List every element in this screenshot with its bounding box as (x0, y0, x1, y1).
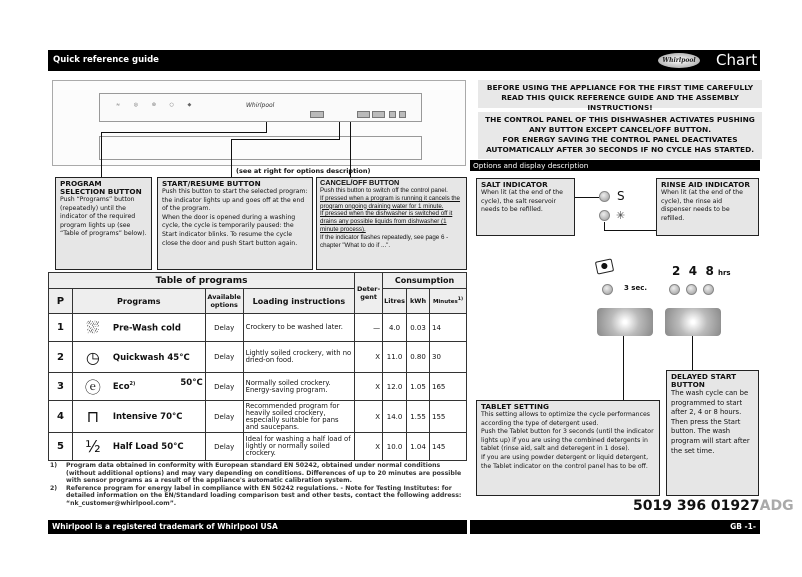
box-title: CANCEL/OFF BUTTON (320, 178, 400, 187)
salt-indicator-box (476, 178, 575, 236)
header-kwh: kWh (407, 289, 430, 314)
page-title: Quick reference guide (53, 55, 159, 65)
table-row (49, 401, 467, 433)
header-programs: Programs (72, 289, 205, 314)
warning-line: FOR ENERGY SAVING THE CONTROL PANEL DEACTIVATES AUTOMATICALLY AFTER 30 SECONDS IF NO CYCLE HAS STARTED. (485, 135, 755, 154)
delayed-start-button[interactable] (665, 308, 721, 336)
minutes: 165 (429, 373, 466, 401)
loading-instructions: Recommended program for heavily soiled crockery, especially suitable for pans and saucepans. (243, 401, 354, 433)
box-title: START/RESUME BUTTON (162, 179, 261, 188)
footnote-text: Reference program for energy label in compliance with EN 50242 regulations. - Note for Testing Institutes: for detailed information on the EN/Standard loading comparison test and other tests, contact the following address: “nk_customer@whirlpool.com”. (66, 484, 462, 507)
kwh: 1.04 (407, 433, 430, 461)
trademark-text: Whirlpool is a registered trademark of Whirlpool USA (52, 522, 278, 531)
footnote (50, 462, 468, 485)
box-title: PROGRAM SELECTION BUTTON (60, 179, 142, 196)
code-number: 5019 396 01927 (633, 498, 760, 514)
litres: 4.0 (383, 314, 407, 342)
box-text: If pressed when the dishwasher is switched off it drains any possible liquids from dishwasher (1 minute process). (320, 210, 453, 233)
panel-logo: Whirlpool (246, 102, 275, 109)
program-number: 2 (49, 342, 73, 373)
control-strip (99, 93, 422, 122)
program-number: 4 (49, 401, 73, 433)
footnote (50, 485, 468, 508)
kwh: 0.80 (407, 342, 430, 373)
minutes-note: 1) (457, 297, 464, 303)
box-title: DELAYED START BUTTON (671, 372, 737, 389)
header-litres: Litres (383, 289, 407, 314)
table-row (49, 373, 467, 401)
minutes: 145 (429, 433, 466, 461)
program-number: 5 (49, 433, 73, 461)
program-number: 1 (49, 314, 73, 342)
product-code (633, 498, 794, 514)
minutes-label: Minutes (432, 298, 458, 305)
footnote-text: Program data obtained in conformity with European standard EN 50242, obtained under normal conditions (without additional options) and may vary depending on conditions. Differences of up to 20 minutes are possible with sensor programs as a result of the appliance's automatic calibration system. (66, 462, 462, 485)
header-minutes (429, 289, 466, 314)
options-title: Options and display description (473, 161, 589, 170)
delay-4h-led (686, 284, 697, 295)
program-name: Quickwash 45°C (112, 352, 190, 363)
program-icons: ≈ ◎ ⊜ ○ ◆ (116, 102, 198, 108)
delayed-start-box (666, 370, 759, 496)
salt-led (599, 191, 610, 202)
options-title-bar (470, 160, 760, 171)
delay-8h-led (703, 284, 714, 295)
kwh: 1.05 (407, 373, 430, 401)
box-title: RINSE AID INDICATOR (661, 180, 751, 189)
footer-bar-left (48, 520, 467, 534)
program-button[interactable] (310, 111, 324, 118)
box-title: SALT INDICATOR (481, 180, 548, 189)
quickwash-icon: ◷ (85, 347, 100, 367)
programs-table (48, 272, 467, 461)
cancel-button[interactable] (399, 111, 406, 118)
program-note: 2) (129, 381, 136, 388)
page-number: GB -1- (730, 522, 756, 531)
box-text: When lit (at the end of the cycle), the rinse aid dispenser needs to be refilled. (661, 189, 743, 222)
whirlpool-logo: Whirlpool (658, 53, 700, 68)
kwh: 0.03 (407, 314, 430, 342)
first-use-warning: BEFORE USING THE APPLIANCE FOR THE FIRST TIME CAREFULLY READ THIS QUICK REFERENCE GUIDE AND THE ASSEMBLY INSTRUCTIONS! (478, 80, 762, 108)
footnote-number: 2) (50, 484, 58, 492)
start-resume-box (157, 177, 313, 270)
loading-instructions: Normally soiled crockery. Energy-saving program. (243, 373, 354, 401)
loading-instructions: Crockery to be washed later. (243, 314, 354, 342)
delay-hour-2: 2 (672, 264, 681, 278)
hrs-label: hrs (717, 269, 731, 277)
detergent: — (355, 314, 383, 342)
chart-label: Chart (716, 51, 758, 69)
code-suffix: ADG (759, 498, 794, 514)
box-text: If pressed when a program is running it cancels the program ongoing draining water for 1 minute. (320, 194, 460, 210)
table-row (49, 433, 467, 461)
table-row (49, 342, 467, 373)
header-bar (48, 50, 760, 71)
header-options: Available options (205, 289, 243, 314)
litres: 14.0 (383, 401, 407, 433)
box-text: When lit (at the end of the cycle), the salt reservoir needs to be refilled. (481, 189, 563, 214)
box-title: TABLET SETTING (481, 402, 549, 411)
rinse-aid-led (599, 210, 610, 221)
program-name: Pre-Wash cold (112, 323, 181, 333)
program-temp: 50°C (180, 378, 203, 388)
program-cell (72, 314, 205, 342)
program-cell (72, 433, 205, 461)
program-cell (72, 373, 205, 401)
minutes: 14 (429, 314, 466, 342)
intensive-pot-icon: ⊓ (86, 407, 100, 426)
rinse-aid-icon: ✳ (616, 209, 626, 222)
box-text: The wash cycle can be programmed to start after 2, 4 or 8 hours. Then press the Start button. The wash program will start after the set time. (671, 389, 750, 455)
half-load-icon: ½ (85, 437, 101, 456)
tablet-led (602, 284, 613, 295)
footnote-number: 1) (50, 462, 58, 469)
program-name: Intensive 70°C (112, 412, 183, 422)
control-panel-drawing (52, 80, 466, 166)
salt-icon: S (617, 189, 625, 203)
header-p: P (49, 289, 73, 314)
detergent: X (355, 342, 383, 373)
program-option: Delay (205, 314, 243, 342)
box-text: Push the Tablet button for 3 seconds (until the indicator lights up) if you are using the combined detergents in tablet (rinse aid, salt and deteregent in 1 dose). (481, 428, 654, 453)
delay-hour-8: 8 (705, 264, 714, 278)
litres: 10.0 (383, 433, 407, 461)
litres: 11.0 (383, 342, 407, 373)
box-text: If you are using powder detergent or liquid detergent, the Tablet indicator on the control panel has to be off. (481, 453, 649, 470)
tablet-duration: 3 sec. (624, 284, 648, 292)
detergent: X (355, 373, 383, 401)
options-note: (see at right for options description) (236, 167, 371, 175)
header-detergent: Deter-gent (355, 273, 383, 314)
kwh: 1.55 (407, 401, 430, 433)
program-cell (72, 401, 205, 433)
tablet-button[interactable] (357, 111, 370, 118)
box-text: Push this button to switch off the control panel. (320, 187, 448, 194)
litres: 12.0 (383, 373, 407, 401)
tablet-setting-box (476, 400, 660, 496)
delay-hour-4: 4 (688, 264, 698, 278)
box-text: If the indicator flashes repeatedly, see page 6 - chapter "What to do if ...". (320, 233, 449, 249)
prewash-icon: ⛆ (86, 317, 100, 337)
footnotes (50, 462, 468, 508)
delay-2h-led (669, 284, 680, 295)
program-name: Half Load 50°C (112, 442, 184, 452)
tablet-button[interactable] (597, 308, 653, 336)
box-text: When the door is opened during a washing cycle, the cycle is temporarily paused: the Start indicator blinks. To resume the cycle close the door and push Start button again. (162, 213, 298, 247)
warning-line: THE CONTROL PANEL OF THIS DISHWASHER ACTIVATES PUSHING ANY BUTTON EXCEPT CANCEL/OFF BUTTON. (485, 115, 755, 134)
delay-button[interactable] (372, 111, 385, 118)
box-text: Push this button to start the selected program: the indicator lights up and goes off at the end of the program. (162, 188, 308, 213)
detergent: X (355, 401, 383, 433)
box-text: Push “Programs” button (repeatedly) until the indicator of the required program lights up (see “Table of programs” below). (60, 196, 147, 238)
program-number: 3 (49, 373, 73, 401)
detergent: X (355, 433, 383, 461)
footer-bar-right (470, 520, 760, 534)
minutes: 30 (429, 342, 466, 373)
start-button[interactable] (389, 111, 396, 118)
program-selection-box (55, 177, 152, 270)
loading-instructions: Lightly soiled crockery, with no dried-on food. (243, 342, 354, 373)
box-text: This setting allows to optimize the cycle performances according the type of detergent used. (481, 411, 651, 427)
tablet-icon: ● (595, 258, 614, 274)
header-loading: Loading instructions (243, 289, 354, 314)
delay-hours-labels (672, 264, 731, 278)
table-title: Table of programs (49, 273, 355, 289)
table-row (49, 314, 467, 342)
program-option: Delay (205, 373, 243, 401)
cancel-off-box (316, 177, 467, 270)
program-cell (72, 342, 205, 373)
header-consumption: Consumption (383, 273, 467, 289)
rinse-aid-indicator-box (656, 178, 759, 236)
loading-instructions: Ideal for washing a half load of lightly or normally soiled crockery. (243, 433, 354, 461)
minutes: 155 (429, 401, 466, 433)
control-panel-warning (478, 112, 762, 159)
program-option: Delay (205, 433, 243, 461)
program-name: Eco (112, 382, 130, 392)
program-option: Delay (205, 401, 243, 433)
eco-icon: ⓔ (84, 378, 101, 397)
program-option: Delay (205, 342, 243, 373)
